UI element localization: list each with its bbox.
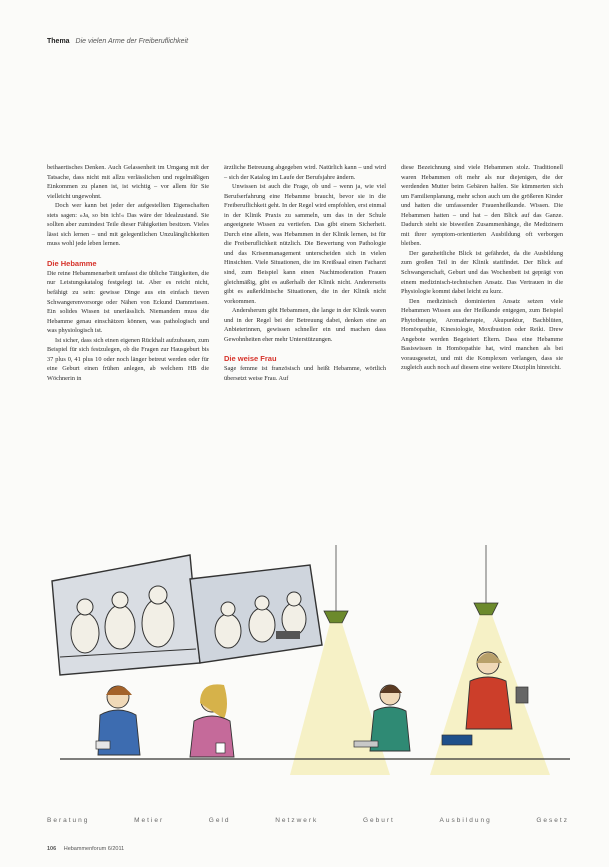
text-column-1 [47,163,209,383]
text-column-2 [224,163,386,383]
illustration-midwives-meeting [40,545,570,777]
text-column-3 [401,163,563,373]
section-heading-hebamme: Die Hebamme [47,258,97,268]
paragraph: diese Bezeichnung sind viele Hebammen stolz. Traditionell waren Hebammen oft mehr als nur diejenigen, die der werdenden Mutter beim Gebären halfen. Sie kümmerten sich um Familienplanung, mehr schon auch um die größeren Kinder und hatten die umfassender Frauenheilkunde. Wissen. Die Hebammen hatten – und hat – den Blick auf das Ganze. Dadurch steht sie bisweilen Zusammenhänge, die Medizinern mit ihrer symptom-orientierten Ausbildung oft verborgen bleiben. [401,164,563,248]
paragraph: Sage femme ist französisch und heißt Hebamme, wörtlich übersetzt weise Frau. Auf [224,365,386,382]
paragraph: beihaertisches Denken. Auch Gelassenheit im Umgang mit der Tatsache, dass nicht mit allzu verlässlichen und regelmäßigen Einkommen zu planen ist, ist wichtig – vor allem für Sie vielleicht ungewohnt. [47,164,209,200]
running-head-section: Thema [47,38,70,45]
paragraph: Andersherum gibt Hebammen, die lange in der Klinik waren und in der Regel bei der Betreuung dabei, denken eine an Anbieterinnen, gewissen schneller ein und machen dass Gewohnheiten eher mehr Unterstützungen. [224,307,386,343]
paragraph: Doch wer kann bei jeder der aufgestellten Eigenschaften stets sagen: »Ja, so bin ich!« Das wäre der Idealzustand. Sie sollten aber zumindest Teile dieser Fähigkeiten besitzen. Vieles lässt sich lernen – und mit gelegentlichen Unzulänglichkeiten muss wohl jede leben lernen. [47,202,209,248]
paragraph: Den medizinisch dominierten Ansatz setzen viele Hebammen Wissen aus der Heilkunde entgegen, zum Beispiel Phytotherapie, Aromatherapie, Akupunktur, Bachblüten, Homöopathie, Kinesiologie, Moxibustion oder Reiki. Drew Angebote werden Begeistert Eltern. Dass eine Hebamme Basiswissen in Homöopathie hat, wird manchen als bei vorausgesetzt, und mit die Komplexen verlangen, dass sie zugleich auch noch auf diesem eine weitere Disziplin hinreicht. [401,297,563,372]
woman-left-2 [190,684,234,757]
running-head [47,38,188,45]
nav-item: Beratung [47,817,90,824]
paragraph: Die reine Hebammenarbeit umfasst die übliche Tätigkeiten, die nur Leistungskatalog festgelegt ist. Aber es reicht nicht, befähigt zu sein: gewisse Dinge aus ein einfach tieven Schwangerenvorsorge oder Nähen von Eckund Dammrissen. Ein solides Wissen ist unerlässlich. Niemandem muss die Hebamme genau einschätzen können, was pathologisch und was physiologisch ist. [47,269,209,335]
nav-item: Geld [208,817,231,824]
footer-navigation [47,817,569,824]
nav-item: Gesetz [536,817,569,824]
thought-panel-right [190,565,322,663]
page-footer [47,846,124,852]
paragraph: Unwissen ist auch die Frage, ob und – wenn ja, wie viel Berufserfahrung eine Hebamme braucht, bevor sie in die Freiberuflichkeit geht. In der Regel wird empfohlen, erst einmal in der Klinik Praxis zu sammeln, um das in der Schule angeeignete Wissen zu vertiefen. Das gibt einem Sicherheit. Durch eine allein, was Hebammen in der Klinik lernen, ist für die Freiberuflichkeit nützlich. Die Bewertung von Pathologie und das Krisenmanagement unterscheiden sich in vielen Hinsichten. Viele Situationen, die im Kreißsaal einen Facharzt sind, zum Beispiel kann einen Nachtmoderation Frauen gleichmäßig, gibt es außerhalb der Klinik nicht. Andererseits gibt es außerklinische Situationen, die in der Klinik nicht vorkommen. [224,183,386,305]
paragraph: ärztliche Betreuung abgegeben wird. Natürlich kann – und wird – sich der Katalog im Laufe der Berufsjahre ändern. [224,164,386,181]
woman-left-1 [96,686,140,755]
thought-panel-left [52,555,200,675]
paragraph: Der ganzheitliche Blick ist gefährdet, da die Ausbildung zum großen Teil in der Klinik stattfindet. Der Blick auf Schwangerschaft, Geburt und das Wochenbett ist geprägt von einem medizinisch-technischen Ansatz. Das Vertrauen in die Physiologie kommt dabei leicht zu kurz. [401,249,563,296]
nav-item: Netzwerk [275,817,319,824]
paragraph: Ist sicher, dass sich einen eigenen Rückhalt aufzubauen, zum Beispiel für sich festzulegen, ob die Fragen zur Hausgeburt bis 37 plus 0, 41 plus 10 oder noch länger betreut werden oder für eine Geburt einen frühen anlegen, ab welchem HB die Wöchnerin in [47,336,209,382]
nav-item: Metier [134,817,165,824]
nav-item: Ausbildung [439,817,492,824]
section-heading-weise-frau: Die weise Frau [224,354,277,364]
running-head-subtitle: Die vielen Arme der Freiberuflichkeit [75,38,189,45]
publication-name: Hebammenforum 6/2011 [63,846,125,852]
page-number: 106 [47,846,57,852]
nav-item: Geburt [362,817,395,824]
